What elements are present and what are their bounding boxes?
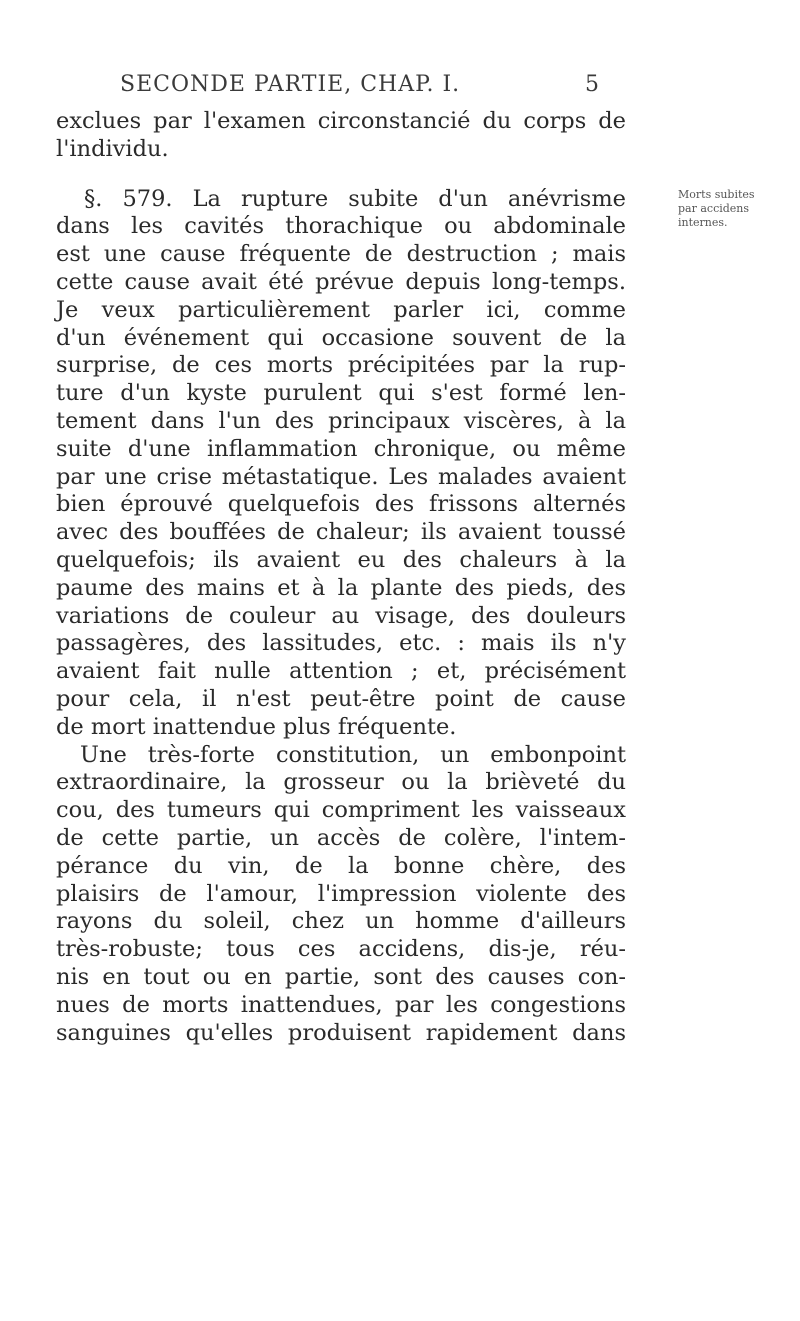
text-line: de cette partie, un accès de colère, l'intem- xyxy=(56,824,626,851)
text-line: pour cela, il n'est peut-être point de cause xyxy=(56,685,626,712)
text-line: nis en tout ou en partie, sont des causes con- xyxy=(56,963,626,990)
text-line: rayons du soleil, chez un homme d'ailleurs xyxy=(56,908,626,935)
text-line: sanguines qu'elles produisent rapidement dans xyxy=(56,1019,626,1046)
text-line: exclues par l'examen circonstancié du corps de xyxy=(56,108,626,134)
margin-note xyxy=(678,188,774,230)
text-line: variations de couleur au visage, des douleurs xyxy=(56,602,626,629)
text-line: très-robuste; tous ces accidens, dis-je, réu- xyxy=(56,936,626,963)
body-text xyxy=(56,108,626,1047)
text-line: passagères, des lassitudes, etc. : mais ils n'y xyxy=(56,630,626,657)
text-line: ture d'un kyste purulent qui s'est formé len- xyxy=(56,380,626,407)
text-line: plaisirs de l'amour, l'impression violente des xyxy=(56,880,626,907)
text-line: par une crise métastatique. Les malades avaient xyxy=(56,463,626,490)
text-line: avaient fait nulle attention ; et, précisément xyxy=(56,658,626,685)
text-line: tement dans l'un des principaux viscères, à la xyxy=(56,407,626,434)
text-line: Une très-forte constitution, un embonpoint xyxy=(80,741,626,768)
margin-note-line: par accidens xyxy=(678,202,750,215)
running-title: SECONDE PARTIE, CHAP. I. xyxy=(120,72,461,97)
text-line: l'individu. xyxy=(56,135,169,162)
text-line: cou, des tumeurs qui compriment les vaisseaux xyxy=(56,797,626,824)
text-line: paume des mains et à la plante des pieds, des xyxy=(56,574,626,601)
paragraph-gap xyxy=(56,164,626,186)
text-line: avec des bouffées de chaleur; ils avaient toussé xyxy=(56,519,626,546)
text-line: surprise, de ces morts précipitées par la rup- xyxy=(56,352,626,379)
text-line: est une cause fréquente de destruction ; mais xyxy=(56,241,626,268)
text-line: Je veux particulièrement parler ici, comme xyxy=(56,296,626,323)
text-line: pérance du vin, de la bonne chère, des xyxy=(56,852,626,879)
text-line: cette cause avait été prévue depuis long-temps. xyxy=(56,268,626,295)
page-number: 5 xyxy=(585,72,600,97)
text-line: nues de morts inattendues, par les congestions xyxy=(56,991,626,1018)
text-line: bien éprouvé quelquefois des frissons alternés xyxy=(56,491,626,518)
margin-note-line: Morts subites xyxy=(678,188,755,201)
section-heading-line: §. 579. La rupture subite d'un anévrisme xyxy=(84,185,626,212)
margin-note-line: internes. xyxy=(678,216,728,229)
text-line: d'un événement qui occasione souvent de la xyxy=(56,324,626,351)
text-line: suite d'une inflammation chronique, ou même xyxy=(56,435,626,462)
text-line: dans les cavités thorachique ou abdominale xyxy=(56,213,626,240)
text-line: extraordinaire, la grosseur ou la brièveté du xyxy=(56,769,626,796)
text-line: quelquefois; ils avaient eu des chaleurs à la xyxy=(56,546,626,573)
text-line: de mort inattendue plus fréquente. xyxy=(56,713,457,740)
